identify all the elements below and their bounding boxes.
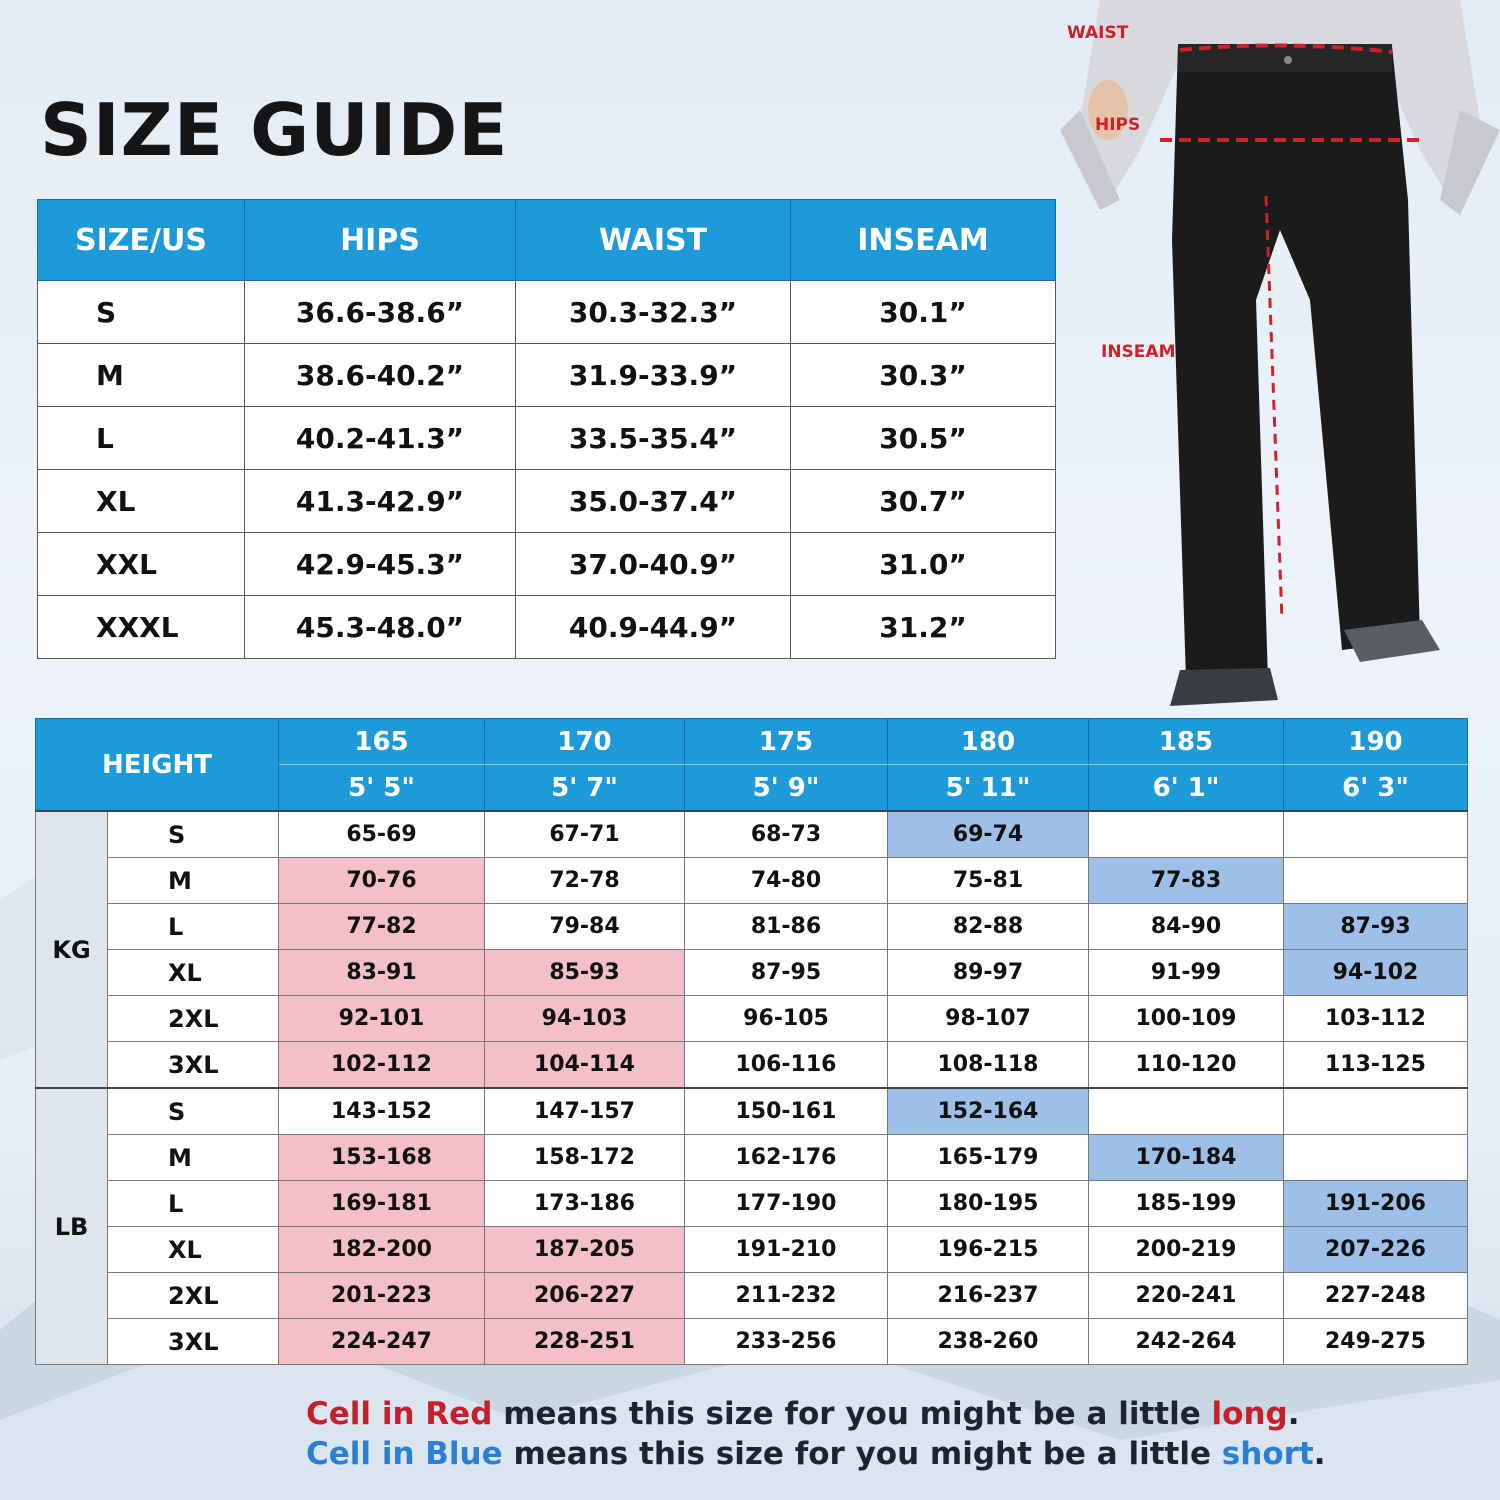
weight-row — [36, 950, 1468, 996]
note-blue-end: . — [1313, 1436, 1326, 1472]
waist-label: WAIST — [1067, 23, 1129, 43]
size-label: XL — [108, 950, 279, 996]
weight-cell: 92-101 — [279, 996, 485, 1042]
weight-cell: 74-80 — [685, 858, 888, 904]
col-header-hips: HIPS — [245, 200, 516, 281]
weight-cell: 220-241 — [1089, 1273, 1284, 1319]
weight-cell: 96-105 — [685, 996, 888, 1042]
size-table-header-row — [38, 200, 1056, 281]
waist-cell: 30.3-32.3” — [516, 281, 791, 344]
weight-cell: 81-86 — [685, 904, 888, 950]
weight-cell — [1284, 811, 1468, 858]
weight-cell: 207-226 — [1284, 1227, 1468, 1273]
size-cell: S — [38, 281, 245, 344]
inseam-label: INSEAM — [1101, 342, 1176, 362]
weight-cell: 191-206 — [1284, 1181, 1468, 1227]
size-label: L — [108, 904, 279, 950]
size-label: S — [108, 811, 279, 858]
note-blue-mid: means this size for you might be a little — [502, 1436, 1222, 1472]
weight-row — [36, 1042, 1468, 1089]
weight-cell: 77-82 — [279, 904, 485, 950]
weight-cell: 87-93 — [1284, 904, 1468, 950]
size-label: M — [108, 858, 279, 904]
size-table-row — [38, 344, 1056, 407]
hips-label: HIPS — [1095, 115, 1141, 135]
height-cm-header: 170 — [485, 719, 685, 765]
size-cell: M — [38, 344, 245, 407]
height-label: HEIGHT — [36, 719, 279, 812]
weight-cell: 165-179 — [888, 1135, 1089, 1181]
inseam-cell: 31.0” — [791, 533, 1056, 596]
col-header-inseam: INSEAM — [791, 200, 1056, 281]
height-cm-header: 175 — [685, 719, 888, 765]
weight-cell: 228-251 — [485, 1319, 685, 1365]
weight-cell: 216-237 — [888, 1273, 1089, 1319]
weight-cell: 200-219 — [1089, 1227, 1284, 1273]
weight-cell: 113-125 — [1284, 1042, 1468, 1089]
note-blue-key: short — [1221, 1436, 1314, 1472]
waist-cell: 33.5-35.4” — [516, 407, 791, 470]
weight-cell: 224-247 — [279, 1319, 485, 1365]
weight-row — [36, 1227, 1468, 1273]
weight-cell: 211-232 — [685, 1273, 888, 1319]
weight-cell: 104-114 — [485, 1042, 685, 1089]
weight-row — [36, 904, 1468, 950]
weight-cell: 68-73 — [685, 811, 888, 858]
weight-cell: 249-275 — [1284, 1319, 1468, 1365]
weight-cell: 182-200 — [279, 1227, 485, 1273]
size-label: 2XL — [108, 1273, 279, 1319]
size-cell: L — [38, 407, 245, 470]
weight-cell: 162-176 — [685, 1135, 888, 1181]
hips-cell: 36.6-38.6” — [245, 281, 516, 344]
weight-cell: 85-93 — [485, 950, 685, 996]
size-cell: XL — [38, 470, 245, 533]
weight-row — [36, 1273, 1468, 1319]
weight-row — [36, 858, 1468, 904]
waist-cell: 40.9-44.9” — [516, 596, 791, 659]
weight-cell: 83-91 — [279, 950, 485, 996]
height-ft-header: 5' 9" — [685, 765, 888, 812]
hips-cell: 42.9-45.3” — [245, 533, 516, 596]
size-table-row — [38, 470, 1056, 533]
weight-cell: 100-109 — [1089, 996, 1284, 1042]
weight-row — [36, 1135, 1468, 1181]
weight-cell — [1284, 858, 1468, 904]
size-label: L — [108, 1181, 279, 1227]
note-red-key: long — [1211, 1396, 1288, 1432]
size-measurement-table — [37, 199, 1056, 659]
height-cm-header: 185 — [1089, 719, 1284, 765]
page-title: SIZE GUIDE — [40, 88, 509, 172]
size-table-row — [38, 281, 1056, 344]
weight-cell: 110-120 — [1089, 1042, 1284, 1089]
height-ft-header: 6' 3" — [1284, 765, 1468, 812]
size-table-row — [38, 533, 1056, 596]
weight-cell: 72-78 — [485, 858, 685, 904]
hips-cell: 38.6-40.2” — [245, 344, 516, 407]
size-cell: XXXL — [38, 596, 245, 659]
weight-cell: 98-107 — [888, 996, 1089, 1042]
height-ft-header: 5' 11" — [888, 765, 1089, 812]
weight-cell: 238-260 — [888, 1319, 1089, 1365]
weight-cell: 65-69 — [279, 811, 485, 858]
weight-row — [36, 1181, 1468, 1227]
size-label: S — [108, 1088, 279, 1135]
weight-cell: 180-195 — [888, 1181, 1089, 1227]
weight-row — [36, 811, 1468, 858]
size-label: XL — [108, 1227, 279, 1273]
weight-cell: 77-83 — [1089, 858, 1284, 904]
waist-cell: 31.9-33.9” — [516, 344, 791, 407]
height-cm-header: 190 — [1284, 719, 1468, 765]
note-red-mid: means this size for you might be a little — [492, 1396, 1212, 1432]
weight-cell: 206-227 — [485, 1273, 685, 1319]
weight-cell: 82-88 — [888, 904, 1089, 950]
weight-cell: 94-102 — [1284, 950, 1468, 996]
weight-cell: 196-215 — [888, 1227, 1089, 1273]
weight-cell: 158-172 — [485, 1135, 685, 1181]
size-label: 3XL — [108, 1319, 279, 1365]
weight-cell — [1284, 1088, 1468, 1135]
weight-cell: 89-97 — [888, 950, 1089, 996]
size-table-row — [38, 596, 1056, 659]
weight-cell: 242-264 — [1089, 1319, 1284, 1365]
weight-cell: 67-71 — [485, 811, 685, 858]
waist-cell: 37.0-40.9” — [516, 533, 791, 596]
weight-cell: 69-74 — [888, 811, 1089, 858]
note-red-lead: Cell in Red — [306, 1396, 493, 1432]
height-ft-header: 5' 5" — [279, 765, 485, 812]
inseam-cell: 30.7” — [791, 470, 1056, 533]
weight-cell: 106-116 — [685, 1042, 888, 1089]
weight-row — [36, 996, 1468, 1042]
size-label: 3XL — [108, 1042, 279, 1089]
col-header-waist: WAIST — [516, 200, 791, 281]
note-red-end: . — [1287, 1396, 1300, 1432]
height-cm-row — [36, 719, 1468, 765]
size-table-row — [38, 407, 1056, 470]
weight-cell: 169-181 — [279, 1181, 485, 1227]
weight-cell: 87-95 — [685, 950, 888, 996]
weight-cell: 143-152 — [279, 1088, 485, 1135]
weight-row — [36, 1088, 1468, 1135]
weight-cell: 153-168 — [279, 1135, 485, 1181]
weight-cell: 152-164 — [888, 1088, 1089, 1135]
height-ft-header: 5' 7" — [485, 765, 685, 812]
unit-label: KG — [36, 811, 108, 1088]
weight-cell: 233-256 — [685, 1319, 888, 1365]
weight-cell: 187-205 — [485, 1227, 685, 1273]
size-cell: XXL — [38, 533, 245, 596]
weight-cell: 102-112 — [279, 1042, 485, 1089]
inseam-cell: 30.1” — [791, 281, 1056, 344]
weight-cell: 227-248 — [1284, 1273, 1468, 1319]
weight-cell — [1284, 1135, 1468, 1181]
weight-cell: 103-112 — [1284, 996, 1468, 1042]
inseam-cell: 30.3” — [791, 344, 1056, 407]
weight-cell: 91-99 — [1089, 950, 1284, 996]
weight-cell: 79-84 — [485, 904, 685, 950]
inseam-cell: 30.5” — [791, 407, 1056, 470]
note-blue-lead: Cell in Blue — [306, 1436, 503, 1472]
weight-cell: 108-118 — [888, 1042, 1089, 1089]
height-ft-header: 6' 1" — [1089, 765, 1284, 812]
weight-cell: 150-161 — [685, 1088, 888, 1135]
size-label: 2XL — [108, 996, 279, 1042]
waist-cell: 35.0-37.4” — [516, 470, 791, 533]
weight-cell: 191-210 — [685, 1227, 888, 1273]
weight-cell: 201-223 — [279, 1273, 485, 1319]
col-header-size: SIZE/US — [38, 200, 245, 281]
note-blue — [306, 1436, 1326, 1472]
inseam-cell: 31.2” — [791, 596, 1056, 659]
weight-cell: 70-76 — [279, 858, 485, 904]
weight-cell: 173-186 — [485, 1181, 685, 1227]
size-label: M — [108, 1135, 279, 1181]
hips-cell: 41.3-42.9” — [245, 470, 516, 533]
weight-row — [36, 1319, 1468, 1365]
weight-cell — [1089, 1088, 1284, 1135]
weight-cell: 185-199 — [1089, 1181, 1284, 1227]
height-cm-header: 180 — [888, 719, 1089, 765]
hips-cell: 40.2-41.3” — [245, 407, 516, 470]
hips-cell: 45.3-48.0” — [245, 596, 516, 659]
note-red — [306, 1396, 1300, 1432]
weight-cell: 170-184 — [1089, 1135, 1284, 1181]
height-cm-header: 165 — [279, 719, 485, 765]
weight-cell: 177-190 — [685, 1181, 888, 1227]
weight-cell: 84-90 — [1089, 904, 1284, 950]
weight-cell: 75-81 — [888, 858, 1089, 904]
weight-cell: 147-157 — [485, 1088, 685, 1135]
unit-label: LB — [36, 1088, 108, 1365]
weight-cell: 94-103 — [485, 996, 685, 1042]
weight-cell — [1089, 811, 1284, 858]
height-weight-table — [35, 718, 1468, 1365]
